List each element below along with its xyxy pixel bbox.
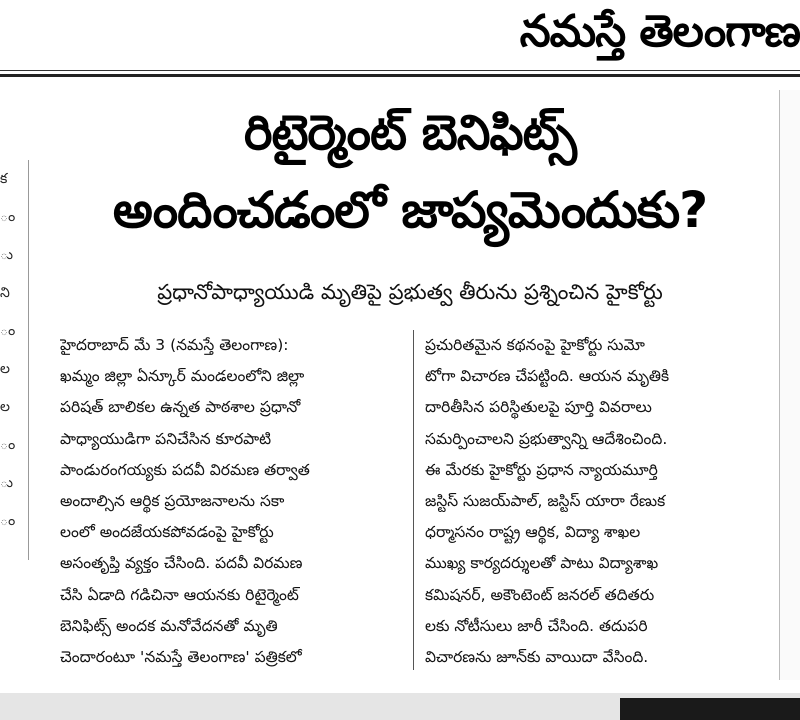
margin-fragment: క (0, 171, 8, 187)
article-line: లకు నోటీసులు జారీ చేసింది. తదుపరి (425, 616, 648, 635)
article-line: పాండురంగయ్యకు పదవీ విరమణ తర్వాత (60, 460, 310, 479)
article-line: అందాల్సిన ఆర్థిక ప్రయోజనాలను సకా (60, 492, 285, 511)
headline-line-2: అందించడంలో జాప్యమెందుకు? (112, 181, 708, 239)
article-line: పాధ్యాయుడిగా పనిచేసిన కూరపాటి (60, 429, 272, 448)
margin-fragment: ం (0, 437, 16, 453)
adjacent-article-fragment (0, 160, 29, 560)
margin-fragment: ం (0, 209, 16, 225)
article-line: పరిషత్ బాలికల ఉన్నత పాఠశాల ప్రధానో (60, 398, 301, 417)
article-line: బెనిఫిట్స్ అందక మనోవేదనతో మృతి (60, 616, 278, 635)
margin-fragment: ల (0, 361, 10, 377)
article-line: దారితీసిన పరిస్థితులపై పూర్తి వివరాలు (425, 398, 652, 417)
article-line: చెందారంటూ 'నమస్తే తెలంగాణ' పత్రికలో (60, 648, 302, 667)
margin-fragment: ు (0, 247, 13, 263)
article-line: టోగా విచారణ చేపట్టింది. ఆయన మృతికి (425, 367, 670, 386)
article-line: ప్రచురితమైన కథనంపై హైకోర్టు సుమో (425, 336, 645, 354)
margin-fragment: ు (0, 475, 13, 491)
article-line: ఈ మేరకు హైకోర్టు ప్రధాన న్యాయమూర్తి (425, 460, 658, 479)
adjacent-column-edge (779, 90, 800, 680)
article-line: లంలో అందజేయకపోవడంపై హైకోర్టు (60, 523, 274, 542)
article-line: జస్టిస్ సుజయ్‌పాల్, జస్టిస్ యారా రేణుక (425, 492, 666, 511)
margin-fragment: ం (0, 513, 16, 529)
article-column-right (425, 330, 773, 673)
next-article-header-block (620, 698, 800, 720)
article-line: చేసి ఏడాది గడిచినా ఆయనకు రిటైర్మెంట్ (60, 585, 299, 604)
subheadline: ప్రధానోపాధ్యాయుడి మృతిపై ప్రభుత్వ తీరును ప్రశ్నించిన హైకోర్టు (157, 280, 663, 304)
article-line: విచారణను జూన్‌కు వాయిదా వేసింది. (425, 648, 649, 667)
margin-fragment: ల (0, 399, 10, 415)
headline-line-1: రిటైర్మెంట్ బెనిఫిట్స్ (244, 105, 576, 161)
column-divider (413, 330, 414, 670)
article-column-left (60, 330, 400, 673)
article-line: అసంతృప్తి వ్యక్తం చేసింది. పదవీ విరమణ (60, 554, 303, 573)
article-line: ముఖ్య కార్యదర్శులతో పాటు విద్యాశాఖ (425, 554, 659, 573)
margin-fragment: ం (0, 323, 16, 339)
masthead-rule-thick (0, 74, 800, 77)
article-line: కమిషనర్, అకౌంటెంట్ జనరల్ తదితరు (425, 585, 655, 604)
masthead-rule-thin (0, 70, 800, 71)
article-line: ధర్మాసనం రాష్ట్ర ఆర్థిక, విద్యా శాఖల (425, 523, 641, 542)
article-line: హైదరాబాద్ మే 3 (నమస్తే తెలంగాణ): (60, 336, 289, 354)
newspaper-masthead: నమస్తే తెలంగాణ (519, 6, 800, 57)
article-line: ఖమ్మం జిల్లా ఏన్కూర్ మండలంలోని జిల్లా (60, 367, 305, 386)
article-line: సమర్పించాలని ప్రభుత్వాన్ని ఆదేశించింది. (425, 429, 668, 448)
margin-fragment: ని (0, 285, 10, 301)
